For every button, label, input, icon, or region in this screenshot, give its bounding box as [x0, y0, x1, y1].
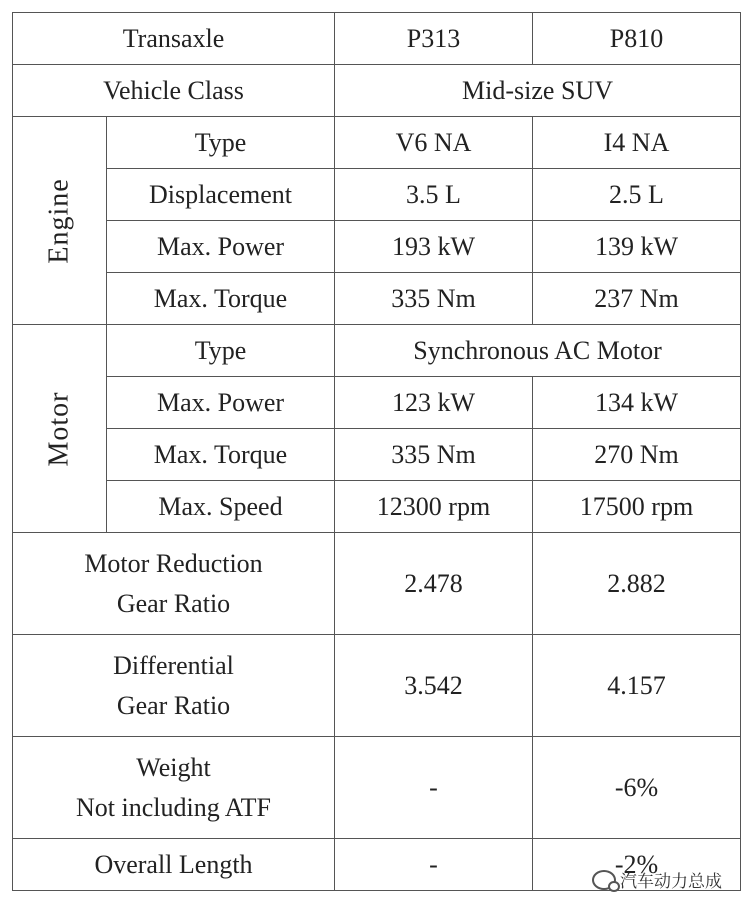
motor-torque-row	[13, 429, 741, 481]
differential-label	[13, 635, 335, 737]
motor-type-value: Synchronous AC Motor	[335, 325, 741, 377]
differential-row	[13, 635, 741, 737]
header-p313: P313	[335, 13, 533, 65]
row-label: Type	[107, 325, 335, 377]
p313-value: -	[335, 737, 533, 839]
vehicle-class-row	[13, 65, 741, 117]
row-label: Max. Power	[107, 221, 335, 273]
engine-torque-row	[13, 273, 741, 325]
engine-power-row	[13, 221, 741, 273]
motor-speed-row	[13, 481, 741, 533]
engine-group-label: Engine	[43, 177, 75, 264]
weight-label-line2: Not including ATF	[75, 792, 271, 822]
p313-value: 2.478	[335, 533, 533, 635]
p313-value: 335 Nm	[335, 429, 533, 481]
engine-displacement-row	[13, 169, 741, 221]
reduction-row	[13, 533, 741, 635]
motor-group-label: Motor	[43, 391, 75, 466]
header-transaxle: Transaxle	[13, 13, 335, 65]
p313-value: 335 Nm	[335, 273, 533, 325]
watermark-text: 汽车动力总成	[620, 872, 722, 892]
p810-value: 134 kW	[533, 377, 741, 429]
row-label: Max. Torque	[107, 429, 335, 481]
p313-value: 3.542	[335, 635, 533, 737]
p313-value: V6 NA	[335, 117, 533, 169]
vehicle-class-label: Vehicle Class	[13, 65, 335, 117]
weight-label-line1: Weight	[136, 752, 211, 782]
weight-row	[13, 737, 741, 839]
row-label: Max. Torque	[107, 273, 335, 325]
wechat-icon	[592, 870, 616, 890]
p313-value: 12300 rpm	[335, 481, 533, 533]
differential-label-line2: Gear Ratio	[116, 690, 231, 720]
p810-value: 4.157	[533, 635, 741, 737]
p810-value: 139 kW	[533, 221, 741, 273]
reduction-label-line1: Motor Reduction	[84, 548, 263, 578]
p810-value: -2%	[533, 839, 741, 891]
row-label: Displacement	[107, 169, 335, 221]
weight-label	[13, 737, 335, 839]
engine-type-row	[13, 117, 741, 169]
header-p810: P810	[533, 13, 741, 65]
spec-table	[12, 12, 741, 891]
reduction-label	[13, 533, 335, 635]
reduction-label-line2: Gear Ratio	[116, 588, 231, 618]
p810-value: I4 NA	[533, 117, 741, 169]
p313-value: 123 kW	[335, 377, 533, 429]
p313-value: 193 kW	[335, 221, 533, 273]
motor-type-row	[13, 325, 741, 377]
p810-value: -6%	[533, 737, 741, 839]
header-row	[13, 13, 741, 65]
p810-value: 2.5 L	[533, 169, 741, 221]
row-label: Type	[107, 117, 335, 169]
motor-group-cell	[13, 325, 107, 533]
engine-group-cell	[13, 117, 107, 325]
p313-value: 3.5 L	[335, 169, 533, 221]
row-label: Max. Power	[107, 377, 335, 429]
motor-power-row	[13, 377, 741, 429]
p810-value: 17500 rpm	[533, 481, 741, 533]
p810-value: 270 Nm	[533, 429, 741, 481]
length-label: Overall Length	[13, 839, 335, 891]
differential-label-line1: Differential	[113, 650, 234, 680]
vehicle-class-value: Mid-size SUV	[335, 65, 741, 117]
p810-value: 2.882	[533, 533, 741, 635]
p313-value: -	[335, 839, 533, 891]
p810-value: 237 Nm	[533, 273, 741, 325]
watermark	[592, 867, 722, 892]
row-label: Max. Speed	[107, 481, 335, 533]
